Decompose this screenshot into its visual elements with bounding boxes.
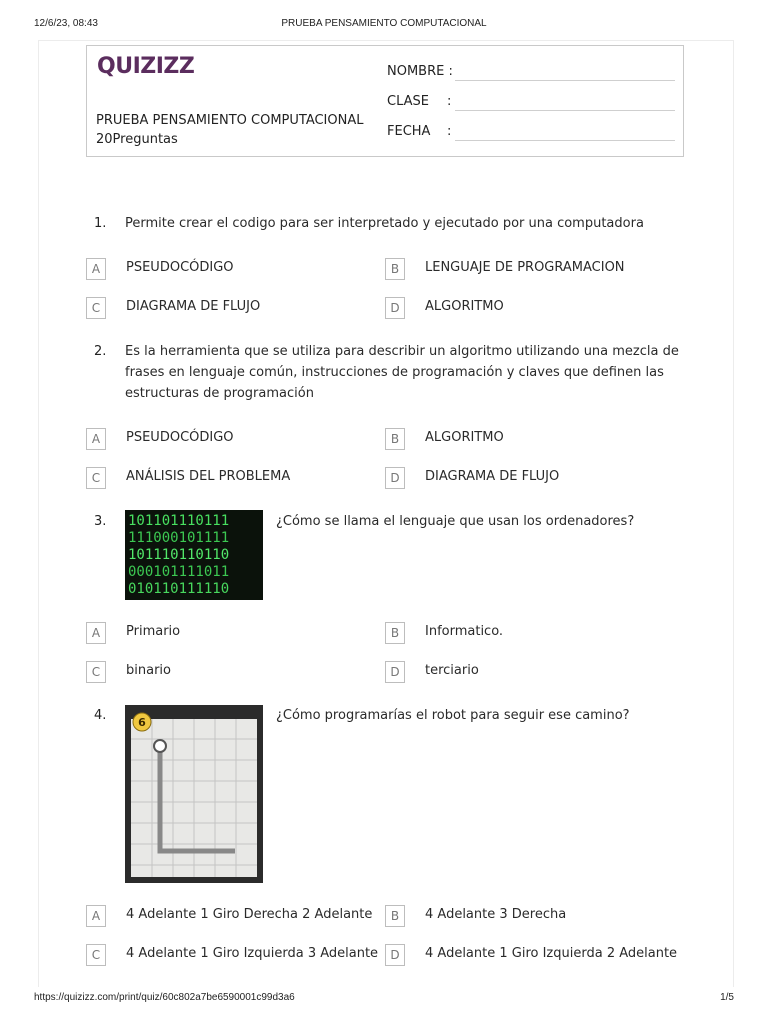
question-2-line-2: frases en lenguaje común, instrucciones de programación y claves que definen las: [125, 365, 664, 380]
option-letter: D: [385, 467, 405, 489]
option-letter: C: [86, 944, 106, 966]
option-text: Informatico.: [425, 624, 504, 639]
question-2-number: 2.: [94, 344, 107, 359]
date-colon: :: [447, 124, 452, 139]
path-step-badge: 6: [138, 716, 146, 729]
option-text: terciario: [425, 663, 479, 678]
option-letter: A: [86, 258, 106, 280]
option-text: 4 Adelante 1 Giro Izquierda 3 Adelante: [126, 946, 379, 961]
option-letter: C: [86, 467, 106, 489]
question-2-line-3: estructuras de programación: [125, 386, 314, 401]
question-4-number: 4.: [94, 708, 107, 723]
print-header: [34, 18, 734, 32]
option-text: ALGORITMO: [425, 299, 504, 314]
question-4-text: ¿Cómo programarías el robot para seguir ese camino?: [276, 708, 630, 723]
date-line: [455, 140, 675, 141]
option-letter: D: [385, 297, 405, 319]
date-label: FECHA: [387, 124, 431, 139]
option-text: PSEUDOCÓDIGO: [126, 260, 234, 275]
robot-path-svg: [125, 705, 263, 883]
print-title: PRUEBA PENSAMIENTO COMPUTACIONAL: [281, 18, 487, 29]
binary-row-2: 111000101111: [128, 530, 230, 546]
quiz-header-box: [86, 45, 684, 157]
option-text: 4 Adelante 1 Giro Derecha 2 Adelante: [126, 907, 373, 922]
quiz-title: PRUEBA PENSAMIENTO COMPUTACIONAL: [96, 113, 364, 128]
class-line: [455, 110, 675, 111]
binary-row-5: 010110111110: [128, 581, 230, 597]
option-text: LENGUAJE DE PROGRAMACION: [425, 260, 625, 275]
option-letter: A: [86, 428, 106, 450]
option-letter: D: [385, 944, 405, 966]
question-2-text: [125, 341, 679, 404]
option-letter: B: [385, 428, 405, 450]
question-2-line-1: Es la herramienta que se utiliza para describir un algoritmo utilizando una mezcla de: [125, 344, 679, 359]
option-letter: C: [86, 297, 106, 319]
option-letter: B: [385, 622, 405, 644]
name-label: NOMBRE :: [387, 64, 453, 79]
option-letter: D: [385, 661, 405, 683]
binary-row-3: 101110110110: [128, 547, 230, 563]
option-text: ANÁLISIS DEL PROBLEMA: [126, 469, 291, 484]
class-field: [387, 94, 675, 114]
option-text: binario: [126, 663, 171, 678]
question-1-number: 1.: [94, 216, 107, 231]
print-footer: [34, 992, 734, 1006]
binary-row-4: 000101111011: [128, 564, 230, 580]
robot-path-image: [125, 705, 263, 883]
question-3-number: 3.: [94, 514, 107, 529]
option-letter: C: [86, 661, 106, 683]
option-text: Primario: [126, 624, 181, 639]
binary-row-1: 101101110111: [128, 513, 230, 529]
quizizz-logo: QUIZIZZ: [97, 54, 195, 79]
date-field: [387, 124, 675, 144]
option-text: DIAGRAMA DE FLUJO: [126, 299, 261, 314]
class-label: CLASE: [387, 94, 429, 109]
option-letter: A: [86, 622, 106, 644]
print-url: https://quizizz.com/print/quiz/60c802a7be6590001c99d3a6: [34, 992, 295, 1003]
binary-code-svg: [125, 510, 263, 600]
question-count: 20Preguntas: [96, 132, 178, 147]
option-text: DIAGRAMA DE FLUJO: [425, 469, 560, 484]
option-text: 4 Adelante 3 Derecha: [425, 907, 567, 922]
name-line: [455, 80, 675, 81]
class-colon: :: [447, 94, 452, 109]
page-number: 1/5: [720, 992, 734, 1003]
question-3-text: ¿Cómo se llama el lenguaje que usan los ordenadores?: [276, 514, 635, 529]
option-letter: A: [86, 905, 106, 927]
option-text: 4 Adelante 1 Giro Izquierda 2 Adelante: [425, 946, 678, 961]
question-1-text: Permite crear el codigo para ser interpretado y ejecutado por una computadora: [125, 216, 644, 231]
print-date: 12/6/23, 08:43: [34, 18, 98, 29]
option-letter: B: [385, 258, 405, 280]
name-field: [387, 64, 675, 84]
binary-code-image: [125, 510, 263, 600]
option-text: ALGORITMO: [425, 430, 504, 445]
option-text: PSEUDOCÓDIGO: [126, 430, 234, 445]
option-letter: B: [385, 905, 405, 927]
